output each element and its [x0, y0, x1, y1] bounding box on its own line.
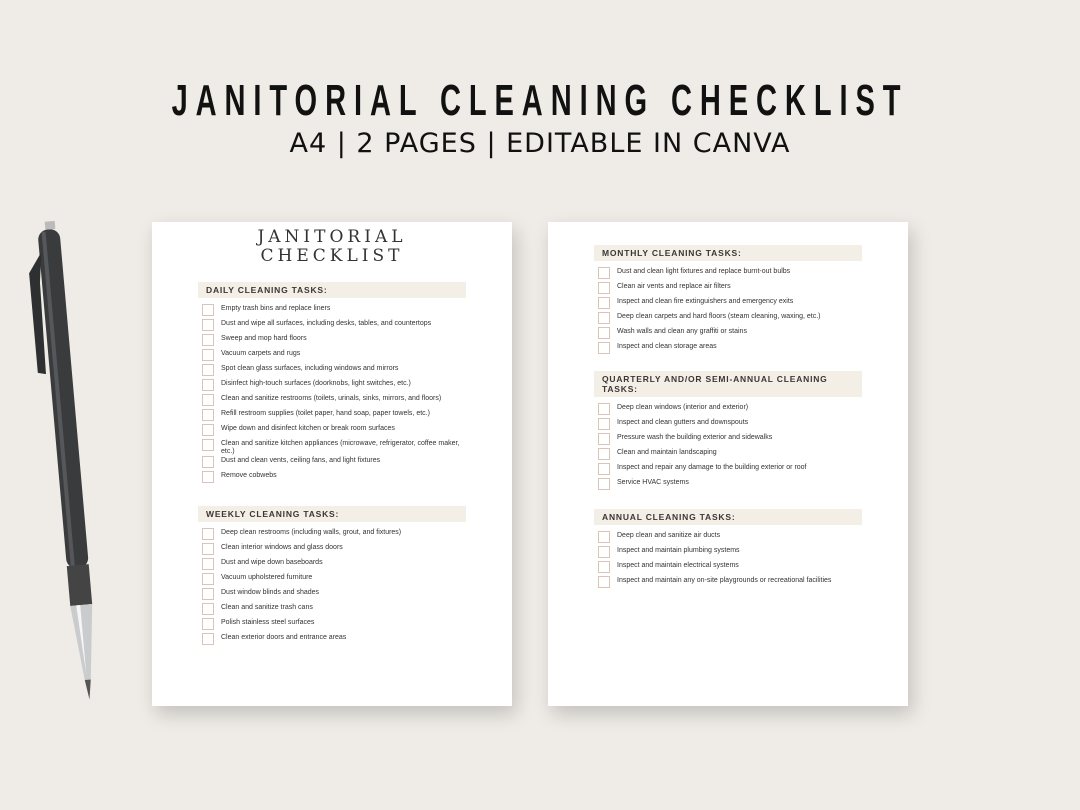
task-label: Clean air vents and replace air filters	[617, 283, 731, 290]
pen-icon	[20, 220, 130, 710]
task-label: Deep clean and sanitize air ducts	[617, 532, 721, 539]
task-list	[198, 304, 466, 486]
task-label: Deep clean windows (interior and exterior)	[617, 404, 749, 411]
task-label: Inspect and maintain plumbing systems	[617, 547, 740, 554]
task-label: Clean exterior doors and entrance areas	[221, 634, 347, 641]
task-checkbox[interactable]	[202, 633, 214, 645]
task-label: Vacuum upholstered furniture	[221, 574, 313, 581]
task-label: Inspect and repair any damage to the building exterior or roof	[617, 464, 807, 471]
task-label: Inspect and clean storage areas	[617, 343, 717, 350]
task-checkbox[interactable]	[202, 424, 214, 436]
task-label: Inspect and clean gutters and downspouts	[617, 419, 749, 426]
task-checkbox[interactable]	[202, 558, 214, 570]
section-monthly	[594, 245, 862, 357]
list-item	[198, 364, 466, 379]
list-item	[198, 603, 466, 618]
task-list	[198, 528, 466, 648]
task-label: Clean and sanitize kitchen appliances (microwave, refrigerator, coffee maker, etc.)	[221, 440, 460, 455]
subtitle: A4 | 2 PAGES | EDITABLE IN CANVA	[289, 128, 791, 159]
list-item	[594, 433, 862, 448]
list-item	[198, 319, 466, 334]
task-label: Clean and sanitize restrooms (toilets, urinals, sinks, mirrors, and floors)	[221, 395, 442, 402]
task-label: Clean and sanitize trash cans	[221, 604, 313, 611]
list-item	[198, 424, 466, 439]
list-item	[198, 349, 466, 364]
task-label: Sweep and mop hard floors	[221, 335, 307, 342]
list-item	[594, 561, 862, 576]
list-item	[198, 304, 466, 319]
task-checkbox[interactable]	[598, 312, 610, 324]
task-checkbox[interactable]	[202, 471, 214, 483]
title-line-1: JANITORIAL	[257, 227, 407, 247]
task-label: Remove cobwebs	[221, 472, 277, 479]
list-item	[198, 334, 466, 349]
list-item	[198, 394, 466, 409]
task-label: Inspect and maintain any on-site playgrounds or recreational facilities	[617, 577, 832, 584]
task-checkbox[interactable]	[598, 403, 610, 415]
task-label: Deep clean restrooms (including walls, grout, and fixtures)	[221, 529, 402, 536]
task-checkbox[interactable]	[598, 342, 610, 354]
list-item	[198, 439, 466, 456]
task-checkbox[interactable]	[202, 543, 214, 555]
list-item	[594, 576, 862, 591]
task-checkbox[interactable]	[202, 364, 214, 376]
checklist-page-2	[548, 222, 908, 706]
checklist-page-1	[152, 222, 512, 706]
task-checkbox[interactable]	[598, 297, 610, 309]
section-heading: DAILY CLEANING TASKS:	[198, 282, 466, 298]
task-list	[594, 267, 862, 357]
task-label: Inspect and clean fire extinguishers and emergency exits	[617, 298, 794, 305]
list-item	[198, 379, 466, 394]
section-heading: MONTHLY CLEANING TASKS:	[594, 245, 862, 261]
document-title	[152, 228, 512, 266]
list-item	[198, 633, 466, 648]
list-item	[198, 471, 466, 486]
task-checkbox[interactable]	[598, 327, 610, 339]
section-heading: QUARTERLY AND/OR SEMI-ANNUAL CLEANING TASKS:	[594, 371, 862, 397]
task-checkbox[interactable]	[598, 561, 610, 573]
list-item	[594, 342, 862, 357]
task-checkbox[interactable]	[202, 573, 214, 585]
task-label: Service HVAC systems	[617, 479, 689, 486]
task-checkbox[interactable]	[202, 304, 214, 316]
task-label: Polish stainless steel surfaces	[221, 619, 315, 626]
task-label: Wash walls and clean any graffiti or stains	[617, 328, 747, 335]
task-checkbox[interactable]	[598, 448, 610, 460]
list-item	[198, 528, 466, 543]
task-checkbox[interactable]	[202, 603, 214, 615]
list-item	[198, 543, 466, 558]
task-checkbox[interactable]	[598, 267, 610, 279]
section-daily	[198, 282, 466, 486]
task-checkbox[interactable]	[598, 546, 610, 558]
task-checkbox[interactable]	[598, 418, 610, 430]
list-item	[594, 546, 862, 561]
list-item	[198, 558, 466, 573]
section-heading: WEEKLY CLEANING TASKS:	[198, 506, 466, 522]
task-checkbox[interactable]	[598, 433, 610, 445]
list-item	[594, 312, 862, 327]
task-checkbox[interactable]	[598, 576, 610, 588]
task-checkbox[interactable]	[202, 439, 214, 451]
task-label: Dust and clean vents, ceiling fans, and light fixtures	[221, 457, 381, 464]
list-item	[594, 297, 862, 312]
list-item	[198, 618, 466, 633]
list-item	[594, 463, 862, 478]
task-label: Dust and wipe all surfaces, including desks, tables, and countertops	[221, 320, 432, 327]
task-checkbox[interactable]	[598, 478, 610, 490]
task-checkbox[interactable]	[202, 394, 214, 406]
task-label: Pressure wash the building exterior and sidewalks	[617, 434, 773, 441]
list-item	[198, 409, 466, 424]
task-label: Vacuum carpets and rugs	[221, 350, 301, 357]
list-item	[594, 531, 862, 546]
task-checkbox[interactable]	[598, 282, 610, 294]
section-annual	[594, 509, 862, 591]
task-label: Refill restroom supplies (toilet paper, hand soap, paper towels, etc.)	[221, 410, 430, 417]
task-label: Deep clean carpets and hard floors (steam cleaning, waxing, etc.)	[617, 313, 821, 320]
list-item	[594, 448, 862, 463]
list-item	[594, 403, 862, 418]
task-label: Wipe down and disinfect kitchen or break room surfaces	[221, 425, 395, 432]
task-checkbox[interactable]	[202, 456, 214, 468]
task-checkbox[interactable]	[202, 319, 214, 331]
list-item	[594, 267, 862, 282]
main-title: JANITORIAL CLEANING CHECKLIST	[171, 76, 909, 125]
list-item	[594, 418, 862, 433]
task-checkbox[interactable]	[598, 531, 610, 543]
task-list	[594, 403, 862, 493]
task-checkbox[interactable]	[598, 463, 610, 475]
task-label: Disinfect high-touch surfaces (doorknobs, light switches, etc.)	[221, 380, 411, 387]
task-checkbox[interactable]	[202, 334, 214, 346]
task-label: Clean interior windows and glass doors	[221, 544, 343, 551]
task-label: Clean and maintain landscaping	[617, 449, 717, 456]
section-weekly	[198, 506, 466, 648]
task-label: Dust and clean light fixtures and replace burnt-out bulbs	[617, 268, 791, 275]
task-label: Dust and wipe down baseboards	[221, 559, 323, 566]
title-line-2: CHECKLIST	[260, 246, 404, 266]
section-quarterly	[594, 371, 862, 493]
task-checkbox[interactable]	[202, 528, 214, 540]
section-heading: ANNUAL CLEANING TASKS:	[594, 509, 862, 525]
task-checkbox[interactable]	[202, 588, 214, 600]
task-checkbox[interactable]	[202, 379, 214, 391]
task-list	[594, 531, 862, 591]
list-item	[198, 573, 466, 588]
task-label: Inspect and maintain electrical systems	[617, 562, 739, 569]
list-item	[594, 327, 862, 342]
task-label: Spot clean glass surfaces, including windows and mirrors	[221, 365, 399, 372]
task-checkbox[interactable]	[202, 409, 214, 421]
list-item	[198, 588, 466, 603]
task-checkbox[interactable]	[202, 349, 214, 361]
list-item	[594, 282, 862, 297]
task-checkbox[interactable]	[202, 618, 214, 630]
task-label: Dust window blinds and shades	[221, 589, 320, 596]
list-item	[198, 456, 466, 471]
list-item	[594, 478, 862, 493]
task-label: Empty trash bins and replace liners	[221, 305, 331, 312]
